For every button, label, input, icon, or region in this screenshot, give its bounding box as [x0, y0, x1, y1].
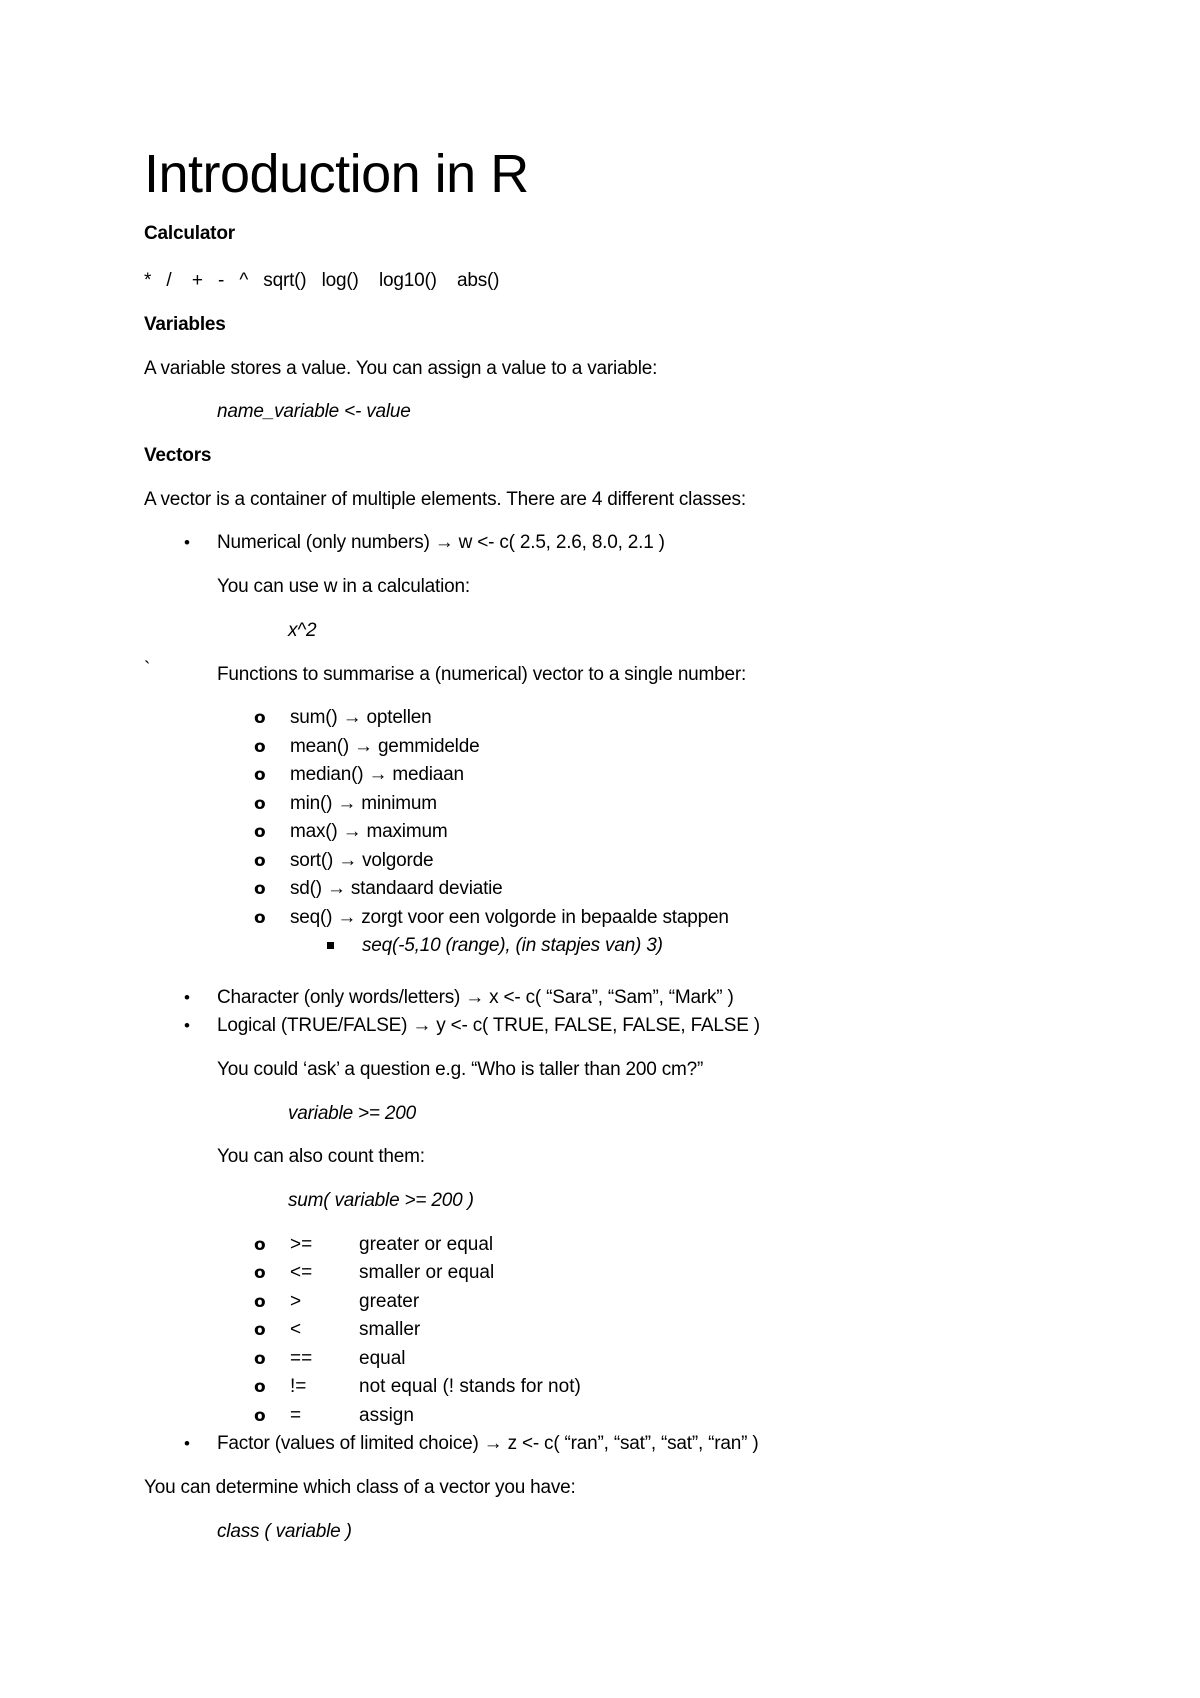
- numerical-item: Numerical (only numbers) → w <- c( 2.5, 2.6, 8.0, 2.1 ): [217, 532, 665, 553]
- list-item: median() → mediaan: [290, 764, 464, 785]
- logical-count-code: sum( variable >= 200 ): [288, 1190, 474, 1211]
- bullet-circle-icon: o: [254, 1263, 266, 1283]
- logical-item: Logical (TRUE/FALSE) → y <- c( TRUE, FALSE, FALSE, FALSE ): [217, 1015, 760, 1036]
- page-title: Introduction in R: [144, 144, 529, 204]
- factor-item: Factor (values of limited choice) → z <- c( “ran”, “sat”, “sat”, “ran” ): [217, 1433, 759, 1454]
- bullet-circle-icon: o: [254, 708, 266, 728]
- functions-text: Functions to summarise a (numerical) vector to a single number:: [217, 664, 747, 685]
- operator-symbol: <: [290, 1319, 302, 1340]
- list-item: sd() → standaard deviatie: [290, 878, 503, 899]
- numerical-use-code: x^2: [288, 620, 317, 641]
- logical-ask-code: variable >= 200: [288, 1103, 416, 1124]
- operator-symbol: >: [290, 1291, 302, 1312]
- operator-symbol: ==: [290, 1348, 313, 1369]
- bullet-circle-icon: o: [254, 1406, 266, 1426]
- bullet-circle-icon: o: [254, 1320, 266, 1340]
- bullet-circle-icon: o: [254, 908, 266, 928]
- class-code: class ( variable ): [217, 1521, 352, 1542]
- operator-desc: greater: [359, 1291, 420, 1312]
- bullet-disc-icon: •: [184, 988, 190, 1007]
- bullet-circle-icon: o: [254, 879, 266, 899]
- list-item: sort() → volgorde: [290, 850, 434, 871]
- variables-code: name_variable <- value: [217, 401, 411, 422]
- bullet-circle-icon: o: [254, 1292, 266, 1312]
- bullet-square-icon: [327, 942, 334, 949]
- logical-count-text: You can also count them:: [217, 1146, 425, 1167]
- operator-desc: greater or equal: [359, 1234, 494, 1255]
- operator-symbol: =: [290, 1405, 302, 1426]
- bullet-circle-icon: o: [254, 1235, 266, 1255]
- bullet-circle-icon: o: [254, 737, 266, 757]
- stray-mark: `: [144, 659, 151, 680]
- bullet-circle-icon: o: [254, 851, 266, 871]
- operator-symbol: >=: [290, 1234, 313, 1255]
- bullet-circle-icon: o: [254, 1349, 266, 1369]
- bullet-disc-icon: •: [184, 533, 190, 552]
- list-item: sum() → optellen: [290, 707, 432, 728]
- variables-heading: Variables: [144, 314, 226, 335]
- vectors-text: A vector is a container of multiple elements. There are 4 different classes:: [144, 489, 746, 510]
- bullet-circle-icon: o: [254, 1377, 266, 1397]
- operator-symbol: <=: [290, 1262, 313, 1283]
- bullet-circle-icon: o: [254, 822, 266, 842]
- logical-ask-text: You could ‘ask’ a question e.g. “Who is taller than 200 cm?”: [217, 1059, 704, 1080]
- bullet-disc-icon: •: [184, 1016, 190, 1035]
- list-item: seq() → zorgt voor een volgorde in bepaalde stappen: [290, 907, 729, 928]
- bullet-circle-icon: o: [254, 765, 266, 785]
- bullet-circle-icon: o: [254, 794, 266, 814]
- list-item: max() → maximum: [290, 821, 448, 842]
- vectors-heading: Vectors: [144, 445, 212, 466]
- variables-text: A variable stores a value. You can assign a value to a variable:: [144, 358, 658, 379]
- seq-example: seq(-5,10 (range), (in stapjes van) 3): [362, 935, 663, 956]
- list-item: mean() → gemmidelde: [290, 736, 480, 757]
- list-item: min() → minimum: [290, 793, 437, 814]
- numerical-use-text: You can use w in a calculation:: [217, 576, 470, 597]
- calculator-operators: * / + - ^ sqrt() log() log10() abs(): [144, 270, 500, 291]
- operator-symbol: !=: [290, 1376, 307, 1397]
- operator-desc: equal: [359, 1348, 406, 1369]
- operator-desc: smaller: [359, 1319, 421, 1340]
- operator-desc: assign: [359, 1405, 414, 1426]
- bullet-disc-icon: •: [184, 1434, 190, 1453]
- class-text: You can determine which class of a vector you have:: [144, 1477, 576, 1498]
- calculator-heading: Calculator: [144, 223, 235, 244]
- operator-desc: not equal (! stands for not): [359, 1376, 581, 1397]
- character-item: Character (only words/letters) → x <- c( “Sara”, “Sam”, “Mark” ): [217, 987, 734, 1008]
- operator-desc: smaller or equal: [359, 1262, 495, 1283]
